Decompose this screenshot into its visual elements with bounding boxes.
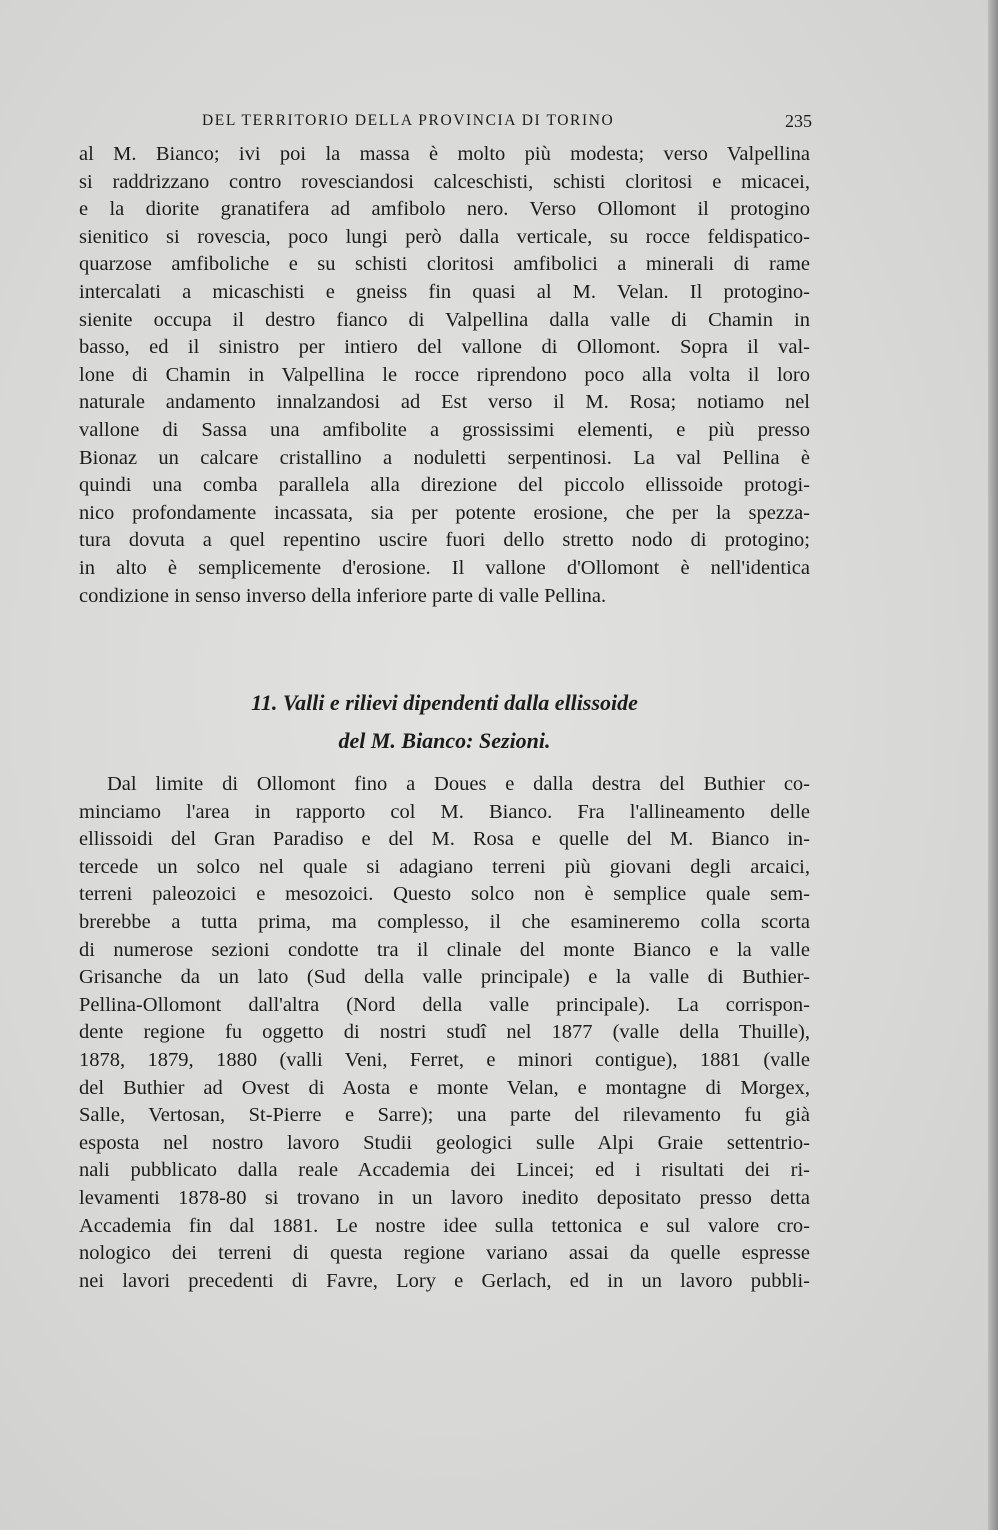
text-line: quindi una comba parallela alla direzione del piccolo ellissoide protogi- — [79, 474, 810, 497]
text-line: ellissoidi del Gran Paradiso e del M. Rosa e quelle del M. Bianco in- — [79, 828, 810, 851]
text-line: terreni paleozoici e mesozoici. Questo solco non è semplice quale sem- — [79, 883, 810, 906]
text-line: levamenti 1878-80 si trovano in un lavoro inedito depositato presso detta — [79, 1186, 810, 1209]
text-line: dente regione fu oggetto di nostri studî nel 1877 (valle della Thuille), — [79, 1021, 810, 1044]
text-line: tercede un solco nel quale si adagiano terreni più giovani degli arcaici, — [79, 855, 810, 878]
text-line: Salle, Vertosan, St-Pierre e Sarre); una parte del rilevamento fu già — [79, 1104, 810, 1127]
text-line: nico profondamente incassata, sia per potente erosione, che per la spezza- — [79, 501, 810, 524]
text-line: Dal limite di Ollomont fino a Doues e dalla destra del Buthier co- — [107, 773, 810, 795]
text-line: Pellina-Ollomont dall'altra (Nord della valle principale). La corrispon- — [79, 993, 810, 1016]
page-number: 235 — [785, 111, 812, 131]
text-line: al M. Bianco; ivi poi la massa è molto più modesta; verso Valpellina — [79, 143, 810, 165]
section-heading — [79, 684, 810, 760]
text-line: del Buthier ad Ovest di Aosta e monte Velan, e montagne di Morgex, — [79, 1076, 810, 1099]
text-line: naturale andamento innalzandosi ad Est verso il M. Rosa; notiamo nel — [79, 391, 810, 414]
text-line: condizione in senso inverso della inferiore parte di valle Pellina. — [79, 584, 607, 607]
paragraph-1 — [79, 141, 810, 610]
text-line: tura dovuta a quel repentino uscire fuori dello stretto nodo di protogino; — [79, 529, 810, 552]
text-line: 1878, 1879, 1880 (valli Veni, Ferret, e minori contigue), 1881 (valle — [79, 1048, 810, 1071]
running-head: DEL TERRITORIO DELLA PROVINCIA DI TORINO — [202, 112, 615, 129]
paragraph-2 — [79, 771, 810, 1295]
text-line: quarzose amfiboliche e su schisti cloritosi amfibolici a minerali di rame — [79, 253, 810, 276]
text-line: e la diorite granatifera ad amfibolo nero. Verso Ollomont il protogino — [79, 198, 810, 221]
text-line: in alto è semplicemente d'erosione. Il vallone d'Ollomont è nell'identica — [79, 556, 810, 579]
page-header — [202, 106, 812, 136]
section-heading-line-2: del M. Bianco: Sezioni. — [338, 728, 551, 753]
text-line: di numerose sezioni condotte tra il clinale del monte Bianco e la valle — [79, 938, 810, 961]
text-line: esposta nel nostro lavoro Studii geologici sulle Alpi Graie settentrio- — [79, 1131, 810, 1154]
text-line: Grisanche da un lato (Sud della valle principale) e la valle di Buthier- — [79, 966, 810, 989]
text-line: sienitico si rovescia, poco lungi però dalla verticale, su rocce feldispatico- — [79, 225, 810, 248]
page-edge-shadow — [988, 0, 998, 1530]
text-line: lone di Chamin in Valpellina le rocce riprendono poco alla volta il loro — [79, 363, 810, 386]
section-heading-line-1: 11. Valli e rilievi dipendenti dalla ellissoide — [251, 690, 638, 715]
text-line: si raddrizzano contro rovesciandosi calceschisti, schisti cloritosi e micacei, — [79, 170, 810, 193]
text-line: intercalati a micaschisti e gneiss fin quasi al M. Velan. Il protogino- — [79, 280, 810, 303]
text-line: nali pubblicato dalla reale Accademia dei Lincei; ed i risultati dei ri- — [79, 1159, 810, 1182]
text-line: nologico dei terreni di questa regione variano assai da quelle espresse — [79, 1242, 810, 1265]
text-line: vallone di Sassa una amfibolite a grossissimi elementi, e più presso — [79, 418, 810, 441]
text-line: Bionaz un calcare cristallino a noduletti serpentinosi. La val Pellina è — [79, 446, 810, 469]
text-line: basso, ed il sinistro per intiero del vallone di Ollomont. Sopra il val- — [79, 336, 810, 359]
text-line: Accademia fin dal 1881. Le nostre idee sulla tettonica e sul valore cro- — [79, 1214, 810, 1237]
text-line: sienite occupa il destro fianco di Valpellina dalla valle di Chamin in — [79, 308, 810, 331]
text-line: brerebbe a tutta prima, ma complesso, il che esamineremo colla scorta — [79, 910, 810, 933]
text-line: minciamo l'area in rapporto col M. Bianco. Fra l'allineamento delle — [79, 800, 810, 823]
text-line: nei lavori precedenti di Favre, Lory e Gerlach, ed in un lavoro pubbli- — [79, 1269, 810, 1292]
